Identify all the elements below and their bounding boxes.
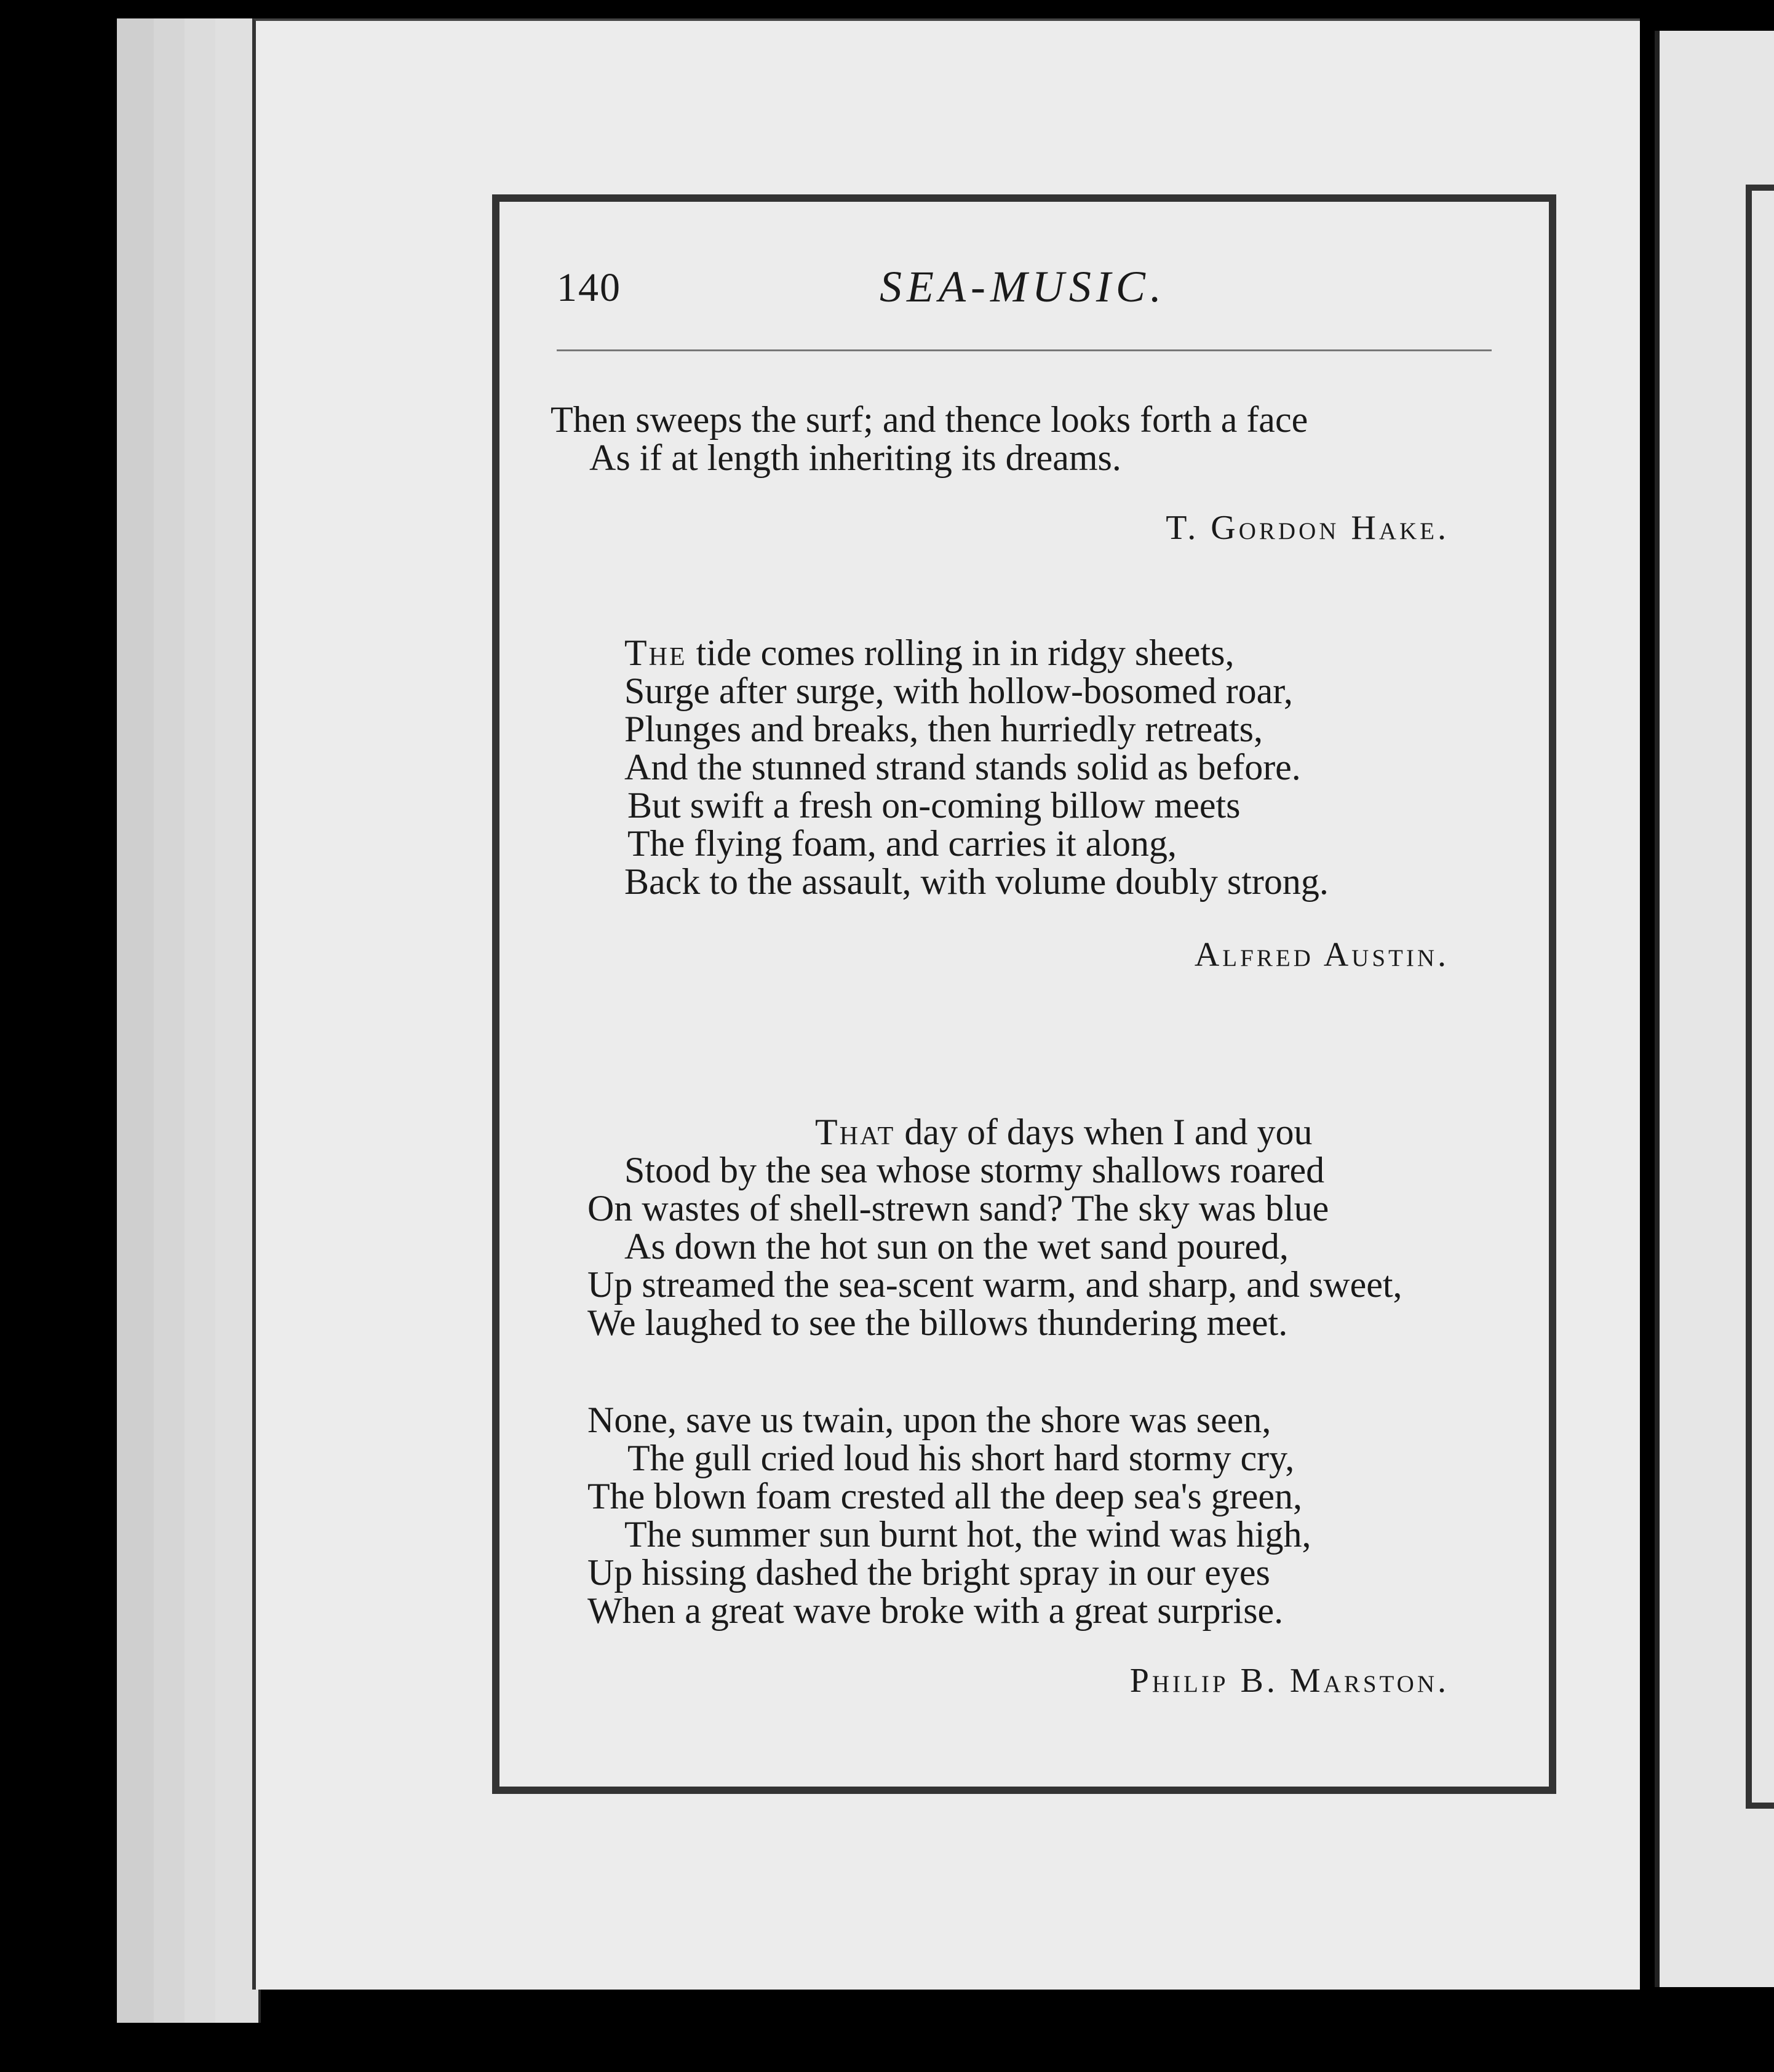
poem-line: Up hissing dashed the bright spray in our eyes	[587, 1552, 1270, 1593]
poem-line	[624, 634, 1235, 671]
poem-line: None, save us twain, upon the shore was seen,	[587, 1400, 1271, 1440]
poem-first-word: That	[815, 1112, 896, 1152]
poem-line: The summer sun burnt hot, the wind was high,	[624, 1514, 1311, 1555]
poem-line: We laughed to see the billows thundering meet.	[587, 1302, 1288, 1343]
poem-line: Up streamed the sea-scent warm, and sharp, and sweet,	[587, 1264, 1402, 1305]
poem-line	[815, 1114, 1312, 1150]
poem-line: Plunges and breaks, then hurriedly retreats,	[624, 709, 1263, 749]
poem-author: T. Gordon Hake.	[1166, 509, 1449, 547]
poem-line: As if at length inheriting its dreams.	[589, 437, 1121, 478]
running-title: SEA-MUSIC.	[880, 262, 1166, 311]
page-number: 140	[557, 265, 621, 310]
poem-line: The blown foam crested all the deep sea's green,	[587, 1476, 1303, 1516]
poem-line-text: tide comes rolling in in ridgy sheets,	[696, 632, 1235, 673]
poem-line-text: day of days when I and you	[904, 1112, 1313, 1152]
poem-line: Back to the assault, with volume doubly strong.	[624, 861, 1329, 902]
poem-first-word: The	[624, 632, 687, 673]
poem-line: The flying foam, and carries it along,	[627, 823, 1177, 864]
poem-author: Philip B. Marston.	[1129, 1662, 1449, 1700]
header-rule	[557, 349, 1492, 351]
poem-line: The gull cried loud his short hard stormy cry,	[627, 1438, 1295, 1478]
poem-line: Surge after surge, with hollow-bosomed roar,	[624, 671, 1293, 711]
poem-line: As down the hot sun on the wet sand poured,	[624, 1226, 1289, 1267]
poem-line: Stood by the sea whose stormy shallows roared	[624, 1150, 1325, 1190]
poem-line: But swift a fresh on-coming billow meets	[627, 785, 1241, 826]
poem-author: Alfred Austin.	[1194, 936, 1449, 974]
poem-line: On wastes of shell-strewn sand? The sky was blue	[587, 1188, 1329, 1229]
poem-line: When a great wave broke with a great surprise.	[587, 1590, 1284, 1631]
poem-line: Then sweeps the surf; and thence looks forth a face	[551, 399, 1308, 440]
poem-line: And the stunned strand stands solid as before.	[624, 747, 1301, 787]
